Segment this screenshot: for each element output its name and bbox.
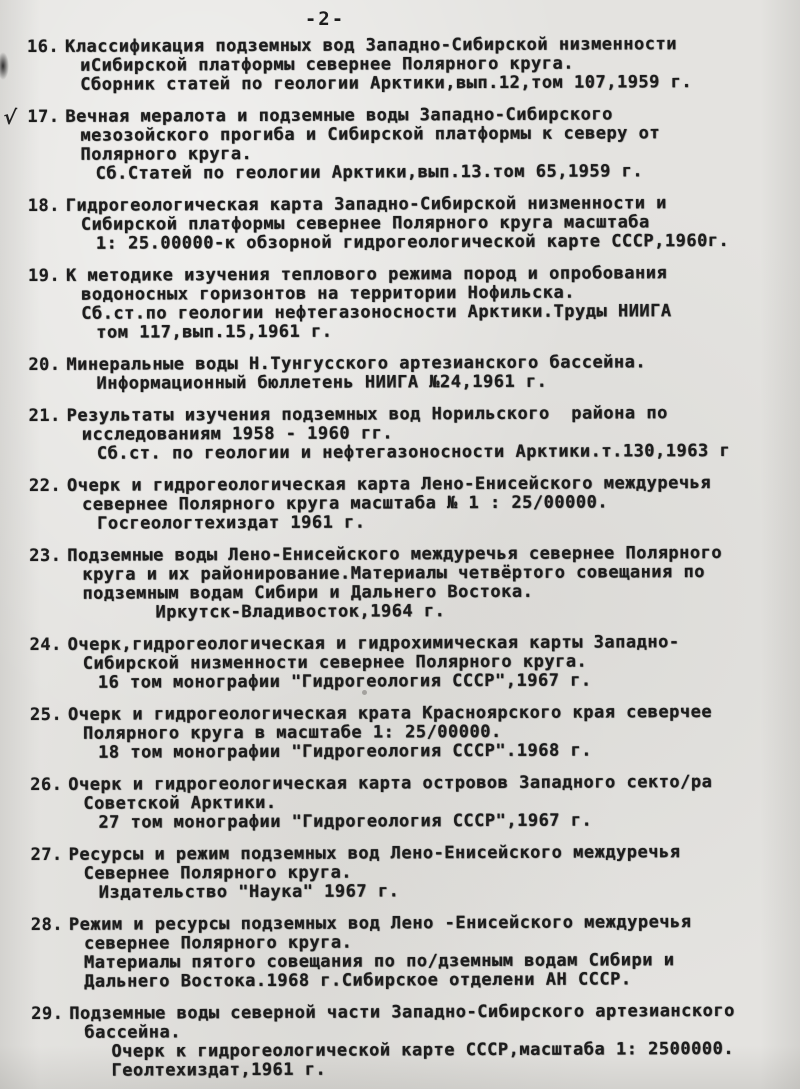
item-line: Классификация подземных вод Западно-Сибирской низменности xyxy=(64,34,677,57)
item-number: 23. xyxy=(29,545,62,566)
item-line: 18 том монографии "Гидрогеология СССР".1968 г. xyxy=(98,740,592,763)
item-line: К методике изучения теплового режима пород и опробования xyxy=(65,263,668,286)
item-line: Очерк и гидрогеологическая карта Лено-Енисейского междуречья xyxy=(66,473,712,496)
item-number: 20. xyxy=(28,354,61,375)
item-line: Сб.Статей по геологии Арктики,вып.13.том 65,1959 г. xyxy=(95,161,644,184)
bibliography-list xyxy=(2,34,785,1089)
item-line: Материалы пятого совещания по по/дземным водам Сибири и xyxy=(83,950,675,973)
list-item xyxy=(29,474,782,534)
item-number: 16. xyxy=(26,36,60,57)
list-item xyxy=(28,194,781,254)
item-number: 17. xyxy=(27,106,60,127)
item-number: 25. xyxy=(29,704,63,725)
item-line: Очерк и гидрогеологическая крата Красноярского края северчее xyxy=(67,702,713,725)
item-line: Геолтехиздат,1961 г. xyxy=(111,1059,327,1081)
item-line: Дальнего Востока.1968 г.Сибирское отделени АН СССР. xyxy=(84,969,632,992)
list-item xyxy=(30,703,783,763)
item-line: Полярного круга. xyxy=(80,144,253,165)
item-line: Очерк,гидрогеологическая и гидрохимическая карты Западно- xyxy=(67,632,680,655)
item-line: Очерк и гидрогеологическая карта островов Западного секто/ра xyxy=(68,772,713,795)
item-line: Очерк к гидрогеологической карте СССР,масштаба 1: 2500000. xyxy=(111,1038,735,1062)
list-item xyxy=(30,633,783,693)
list-item xyxy=(29,404,782,464)
item-line: Режим и ресурсы подземных вод Лено -Енисейского междуречья xyxy=(68,912,692,935)
item-line: бассейна. xyxy=(84,1022,182,1043)
item-line: Информационный бюллетень НИИГА №24,1961 г. xyxy=(96,371,548,394)
item-line: Сб.ст. по геологии и нефтегазоносности Арктики.т.130,1963 г xyxy=(96,440,731,464)
item-number: 28. xyxy=(30,914,64,935)
list-item xyxy=(31,1002,784,1081)
item-line: Минеральные воды Н.Тунгусского артезианского бассейна. xyxy=(66,352,647,375)
item-line: 27 том монографии "Гидрогеология СССР",1967 г. xyxy=(98,810,593,833)
list-item xyxy=(31,913,784,992)
item-line: севернее Полярного круга масштаба № 1 : 25/00000. xyxy=(81,492,609,515)
item-number: 19. xyxy=(27,265,61,286)
item-line: Севернее Полярного круга. xyxy=(83,862,353,884)
item-number: 18. xyxy=(27,195,60,216)
item-line: том 117,вып.15,1961 г. xyxy=(96,321,333,343)
item-line: мезозойского прогиба и Сибирской платформы к северу от xyxy=(80,123,661,146)
item-line: Госгеологтехиздат 1961 г. xyxy=(97,512,366,534)
page-number: -2- xyxy=(304,8,346,30)
checkmark-annotation: √ xyxy=(2,104,18,130)
item-line: Гидрогеологическая карта Западно-Сибирской низменности и xyxy=(65,193,667,216)
item-line: Подземные воды Лено-Енисейского междуречья севернее Полярного xyxy=(67,542,723,566)
list-item xyxy=(29,544,782,623)
item-line: севернее Полярного круга. xyxy=(83,932,353,954)
list-item xyxy=(27,35,780,95)
item-line: Советской Арктики. xyxy=(83,792,277,814)
scan-smudge xyxy=(0,52,9,80)
item-line: Сибирской платформы севернее Полярного круга масштаба xyxy=(80,212,650,235)
item-number: 26. xyxy=(30,774,63,795)
item-line: Вечная мералота и подземные воды Западно-Сибирского xyxy=(65,104,613,127)
item-line: Результаты изучения подземных вод Норильского района по xyxy=(66,403,668,426)
item-line: Сборник статей по геологии Арктики,вып.12,том 107,1959 г. xyxy=(80,72,693,95)
item-number: 24. xyxy=(29,634,62,655)
item-line: водоносных горизонтов на территории Нофильска. xyxy=(81,282,575,305)
list-item xyxy=(28,264,781,343)
item-line: Сб.ст.по геологии нефтегазоносности Арктики.Труды НИИГА xyxy=(81,301,672,324)
item-line: Иркутск-Владивосток,1964 г. xyxy=(155,601,446,623)
list-item xyxy=(2,104,780,184)
item-line: Ресурсы и режим подземных вод Лено-Енисейского междуречья xyxy=(68,842,681,865)
item-line: Сибирской низменности севернее Полярного круга. xyxy=(82,651,588,674)
item-line: иСибирской платформы севернее Полярного круга. xyxy=(80,53,574,76)
item-line: исследованиям 1958 - 1960 гг. xyxy=(81,423,394,445)
item-line: Полярного круга в масштабе 1: 25/00000. xyxy=(82,721,502,744)
item-line: подземным водам Сибири и Дальнего Востока. xyxy=(82,581,534,604)
item-number: 27. xyxy=(30,844,63,865)
item-line: 1: 25.00000-к обзорной гидрогеологической карте СССР,1960г. xyxy=(95,230,730,254)
list-item xyxy=(30,773,783,833)
item-number: 21. xyxy=(28,405,61,426)
item-line: круга и их районирование.Материалы четвёртого совещания по xyxy=(82,562,706,585)
list-item xyxy=(28,353,781,394)
list-item xyxy=(31,843,784,903)
item-number: 22. xyxy=(28,475,62,496)
item-line: Издательство "Наука" 1967 г. xyxy=(98,881,400,903)
item-line: Подземные воды северной части Западно-Сибирского артезианского xyxy=(69,1000,735,1024)
item-number: 29. xyxy=(31,1003,64,1024)
item-line: 16 том монографии "Гидрогеология СССР",1967 г. xyxy=(97,670,592,693)
